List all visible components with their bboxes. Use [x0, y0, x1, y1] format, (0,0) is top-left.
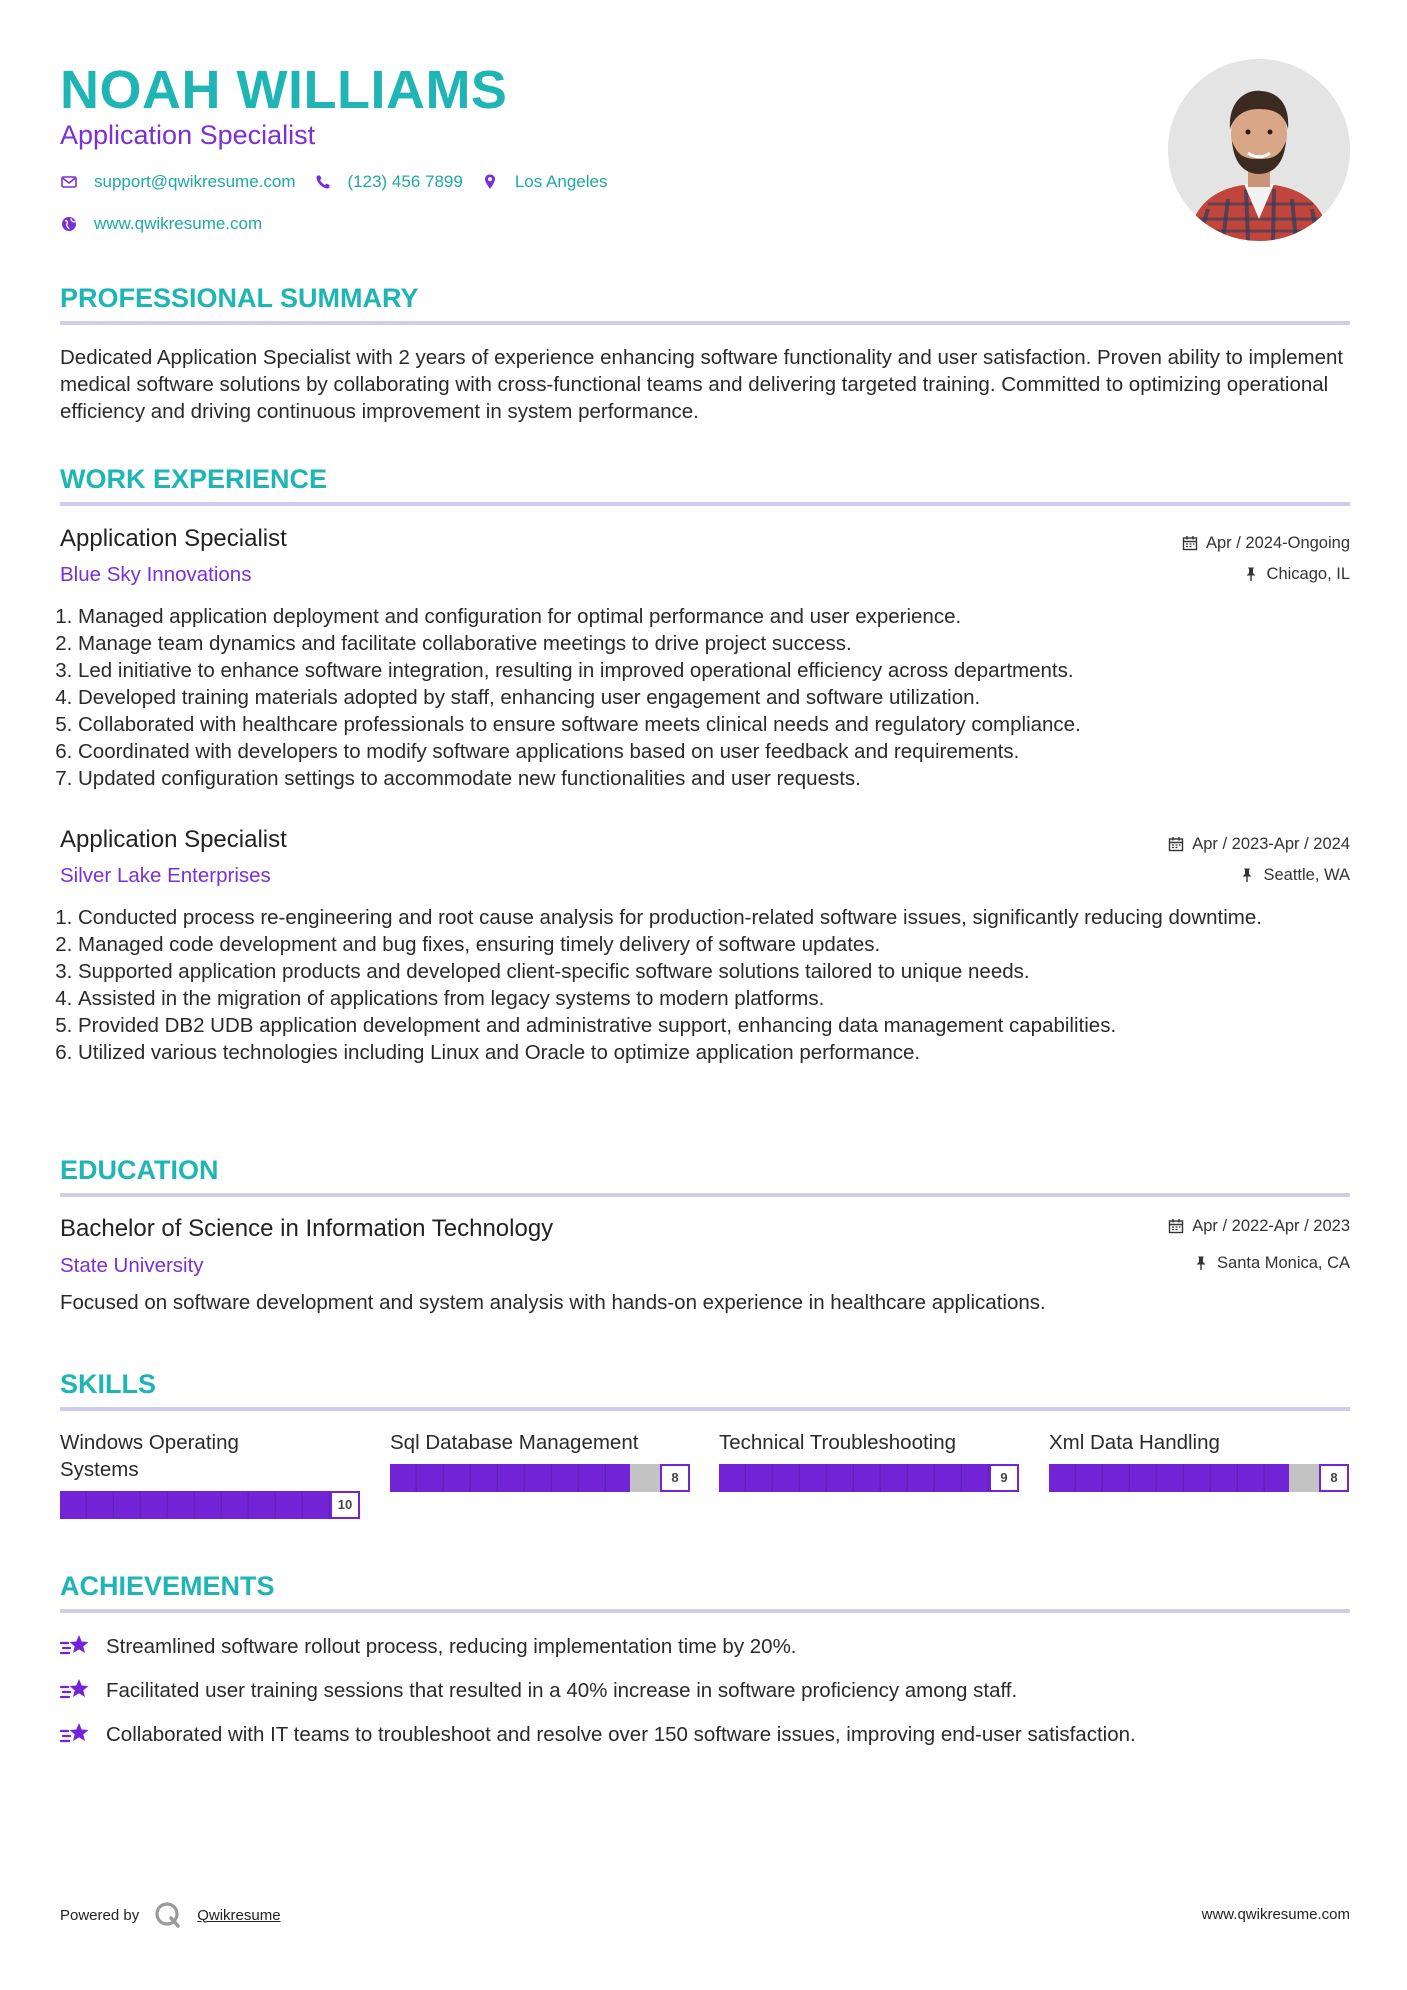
pushpin-icon	[1239, 867, 1255, 883]
skills-divider	[60, 1407, 1350, 1411]
experience-heading: WORK EXPERIENCE	[60, 464, 328, 494]
contact-row	[60, 172, 625, 192]
skill-level-badge: 8	[1319, 1464, 1349, 1492]
skill-name: Sql Database Management	[390, 1431, 639, 1454]
footer-url[interactable]: www.qwikresume.com	[1201, 1906, 1350, 1923]
skill-fill	[390, 1464, 630, 1492]
list-item: 5. Collaborated with healthcare professionals to ensure software meets clinical needs and regulatory compliance.	[78, 711, 1368, 738]
skill-level-badge: 8	[660, 1464, 690, 1492]
calendar-icon	[1182, 535, 1198, 551]
footer-powered-by	[60, 1900, 281, 1930]
achievement-text: Streamlined software rollout process, reducing implementation time by 20%.	[106, 1634, 797, 1658]
list-item: 1. Managed application deployment and configuration for optimal performance and user experience.	[78, 603, 1368, 630]
job-1-location-text: Chicago, IL	[1266, 565, 1350, 583]
list-item: 6. Utilized various technologies including Linux and Oracle to optimize application performance.	[78, 1039, 1368, 1066]
skill-item	[1049, 1429, 1349, 1492]
skill-item	[60, 1429, 360, 1519]
candidate-title: Application Specialist	[60, 120, 316, 150]
experience-divider	[60, 502, 1350, 506]
email-text: support@qwikresume.com	[94, 172, 296, 191]
achievements-divider	[60, 1609, 1350, 1613]
powered-by-label: Powered by	[60, 1906, 140, 1924]
qwikresume-link[interactable]: Qwikresume	[197, 1906, 281, 1924]
calendar-icon	[1168, 1218, 1184, 1234]
skill-fill	[719, 1464, 989, 1492]
globe-icon	[60, 215, 78, 233]
summary-divider	[60, 321, 1350, 325]
list-item: 1. Conducted process re-engineering and root cause analysis for production-related software issues, significantly reducing downtime.	[78, 904, 1368, 931]
qwikresume-logo-icon	[153, 1900, 183, 1930]
education-dates	[1168, 1215, 1350, 1237]
job-1-dates-text: Apr / 2024-Ongoing	[1205, 534, 1350, 552]
job-2-dates	[1168, 833, 1350, 855]
list-item: 4. Developed training materials adopted by staff, enhancing user engagement and software utilization.	[78, 684, 1368, 711]
skill-bar	[60, 1491, 360, 1519]
achievements-heading: ACHIEVEMENTS	[60, 1571, 275, 1601]
skill-bar	[719, 1464, 1019, 1492]
education-dates-text: Apr / 2022-Apr / 2023	[1192, 1217, 1350, 1235]
summary-heading: PROFESSIONAL SUMMARY	[60, 283, 419, 313]
job-2-location	[1239, 864, 1350, 886]
achievement-item	[60, 1676, 1017, 1704]
shooting-star-icon	[60, 1632, 92, 1660]
education-school: State University	[60, 1254, 204, 1277]
skills-heading: SKILLS	[60, 1369, 157, 1399]
envelope-icon	[60, 173, 78, 191]
pushpin-icon	[1193, 1255, 1209, 1271]
website-row	[60, 214, 280, 234]
job-1-title: Application Specialist	[60, 525, 287, 552]
calendar-icon	[1168, 836, 1184, 852]
skill-item	[719, 1429, 1019, 1492]
skill-name: Xml Data Handling	[1049, 1431, 1220, 1454]
skill-name: Windows Operating Systems	[60, 1431, 239, 1481]
website-text: www.qwikresume.com	[94, 214, 263, 233]
skill-fill	[1049, 1464, 1289, 1492]
summary-text: Dedicated Application Specialist with 2 years of experience enhancing software functionality and user satisfaction. Proven ability to implement medical software solutions by collaborating with cross-functional teams and delivering targeted training. Committed to optimizing operational efficiency and driving continuous improvement in system performance.	[60, 346, 1344, 423]
email-item[interactable]	[60, 172, 296, 192]
location-item	[481, 172, 608, 192]
candidate-name: NOAH WILLIAMS	[60, 60, 508, 120]
shooting-star-icon	[60, 1720, 92, 1748]
job-2-title: Application Specialist	[60, 826, 287, 853]
job-2-location-text: Seattle, WA	[1263, 866, 1350, 884]
job-1-company: Blue Sky Innovations	[60, 563, 252, 586]
list-item: 5. Provided DB2 UDB application development and administrative support, enhancing data management capabilities.	[78, 1012, 1368, 1039]
list-item: 6. Coordinated with developers to modify software applications based on user feedback and requirements.	[78, 738, 1368, 765]
person-portrait-icon	[1168, 59, 1350, 241]
profile-photo	[1168, 59, 1350, 241]
education-location-text: Santa Monica, CA	[1217, 1254, 1350, 1272]
skill-item	[390, 1429, 690, 1492]
list-item: 7. Updated configuration settings to accommodate new functionalities and user requests.	[78, 765, 1368, 792]
list-item: 2. Manage team dynamics and facilitate collaborative meetings to drive project success.	[78, 630, 1368, 657]
list-item: 3. Led initiative to enhance software integration, resulting in improved operational efficiency across departments.	[78, 657, 1368, 684]
achievement-text: Facilitated user training sessions that resulted in a 40% increase in software proficiency among staff.	[106, 1678, 1018, 1702]
map-pin-icon	[481, 173, 499, 191]
job-1-location	[1243, 563, 1350, 585]
achievement-text: Collaborated with IT teams to troubleshoot and resolve over 150 software issues, improving end-user satisfaction.	[106, 1722, 1136, 1746]
phone-icon	[314, 173, 332, 191]
phone-item[interactable]	[314, 172, 463, 192]
list-item: 3. Supported application products and developed client-specific software solutions tailored to unique needs.	[78, 958, 1368, 985]
achievement-item	[60, 1720, 1136, 1748]
phone-text: (123) 456 7899	[347, 172, 463, 191]
job-1-bullets	[60, 603, 1368, 792]
website-item[interactable]	[60, 214, 262, 234]
job-2-dates-text: Apr / 2023-Apr / 2024	[1192, 835, 1350, 853]
skill-fill	[60, 1491, 360, 1519]
skill-level-badge: 10	[330, 1491, 360, 1519]
job-2-bullets	[60, 904, 1368, 1066]
education-heading: EDUCATION	[60, 1155, 219, 1185]
skill-name: Technical Troubleshooting	[719, 1431, 957, 1454]
education-description: Focused on software development and system analysis with hands-on experience in healthcare applications.	[60, 1291, 1046, 1314]
job-1-dates	[1182, 532, 1350, 554]
shooting-star-icon	[60, 1676, 92, 1704]
skill-bar	[390, 1464, 690, 1492]
education-location	[1193, 1252, 1350, 1274]
pushpin-icon	[1243, 566, 1259, 582]
location-text: Los Angeles	[514, 172, 608, 191]
job-2-company: Silver Lake Enterprises	[60, 864, 271, 887]
education-degree: Bachelor of Science in Information Technology	[60, 1215, 554, 1242]
list-item: 4. Assisted in the migration of applications from legacy systems to modern platforms.	[78, 985, 1368, 1012]
skill-level-badge: 9	[989, 1464, 1019, 1492]
skill-bar	[1049, 1464, 1349, 1492]
education-divider	[60, 1193, 1350, 1197]
list-item: 2. Managed code development and bug fixes, ensuring timely delivery of software updates.	[78, 931, 1368, 958]
achievement-item	[60, 1632, 797, 1660]
